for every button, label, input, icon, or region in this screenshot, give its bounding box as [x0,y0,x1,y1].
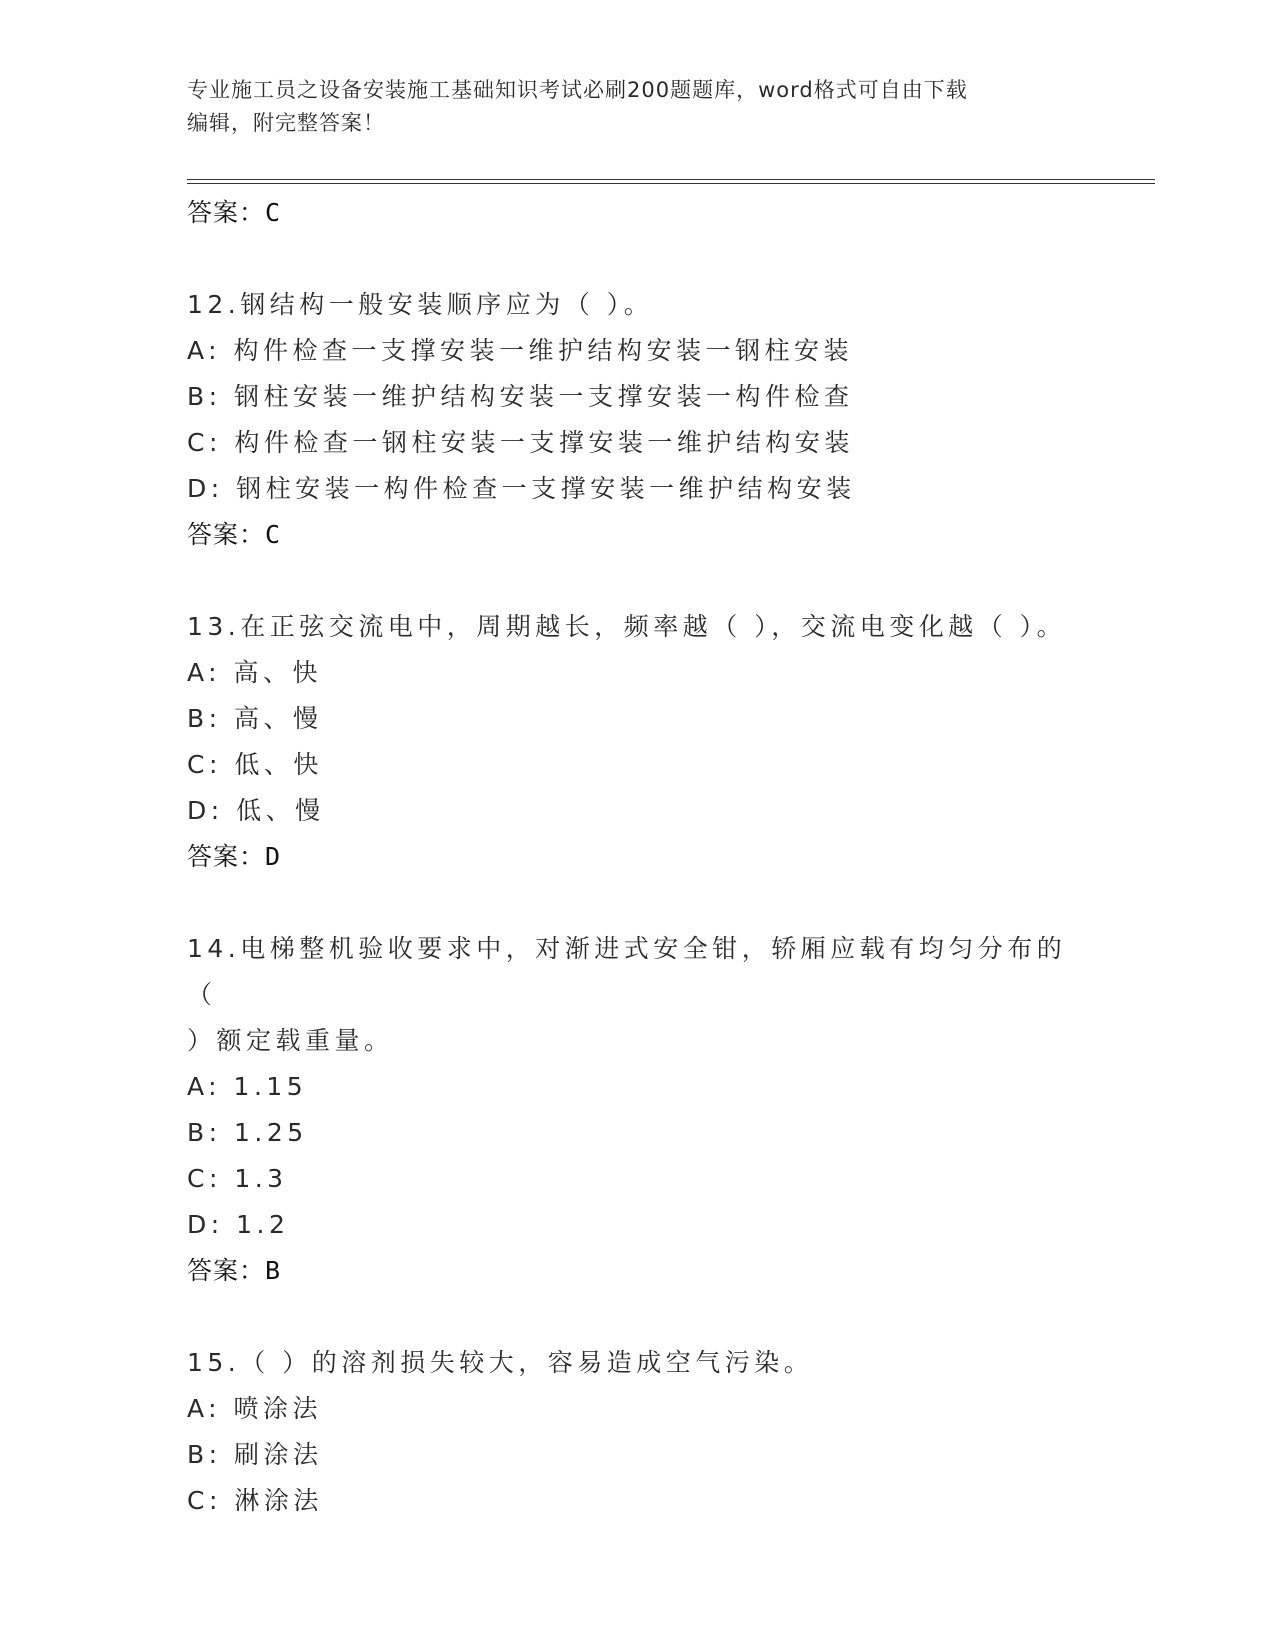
option-c: C: 淋涂法 [187,1486,323,1515]
header-divider-bottom [187,183,1155,184]
question-13 [187,604,1087,880]
spacer [187,880,1087,926]
option-a: A: 高、快 [187,658,323,687]
answer-label: 答案： [187,520,266,549]
option-c: C: 低、快 [187,750,323,779]
spacer [187,236,1087,282]
question-14 [187,926,1087,1294]
header-line-2: 编辑，附完整答案！ [187,111,385,135]
question-15 [187,1340,1087,1524]
option-c: C: 1.3 [187,1164,288,1193]
question-stem: 12.钢结构一般安装顺序应为（ ）。 [187,290,654,319]
option-b: B: 钢柱安装一维护结构安装一支撑安装一构件检查 [187,382,854,411]
question-12 [187,282,1087,558]
answer-value: D [265,842,282,871]
answer-value: C [265,520,282,549]
answer-label: 答案： [187,1256,266,1285]
option-d: D: 1.2 [187,1210,290,1239]
option-d: D: 低、慢 [187,796,325,825]
question-stem-line-1: 14.电梯整机验收要求中，对渐进式安全钳，轿厢应载有均匀分布的（ [187,934,1067,1009]
header-divider-top [187,179,1155,180]
question-stem: 13.在正弦交流电中，周期越长，频率越（ ），交流电变化越（ ）。 [187,612,1067,641]
option-b: B: 高、慢 [187,704,323,733]
question-content [187,190,1087,1524]
spacer [187,1294,1087,1340]
option-b: B: 1.25 [187,1118,308,1147]
spacer [187,558,1087,604]
question-answer [187,512,1087,558]
option-d: D: 钢柱安装一构件检查一支撑安装一维护结构安装 [187,474,856,503]
answer-label: 答案： [187,198,266,227]
question-stem: 15.（ ）的溶剂损失较大，容易造成空气污染。 [187,1348,814,1377]
answer-value: B [265,1256,282,1285]
document-header [187,74,1087,140]
answer-label: 答案： [187,842,266,871]
header-line-1: 专业施工员之设备安装施工基础知识考试必刷200题题库，word格式可自由下载 [187,78,968,102]
question-answer [187,1248,1087,1294]
option-a: A: 1.15 [187,1072,308,1101]
option-a: A: 喷涂法 [187,1394,323,1423]
question-stem-line-2: ）额定载重量。 [187,1026,394,1055]
option-a: A: 构件检查一支撑安装一维护结构安装一钢柱安装 [187,336,854,365]
option-b: B: 刷涂法 [187,1440,323,1469]
question-answer [187,834,1087,880]
answer-value: C [265,198,282,227]
option-c: C: 构件检查一钢柱安装一支撑安装一维护结构安装 [187,428,854,457]
previous-answer [187,190,1087,236]
